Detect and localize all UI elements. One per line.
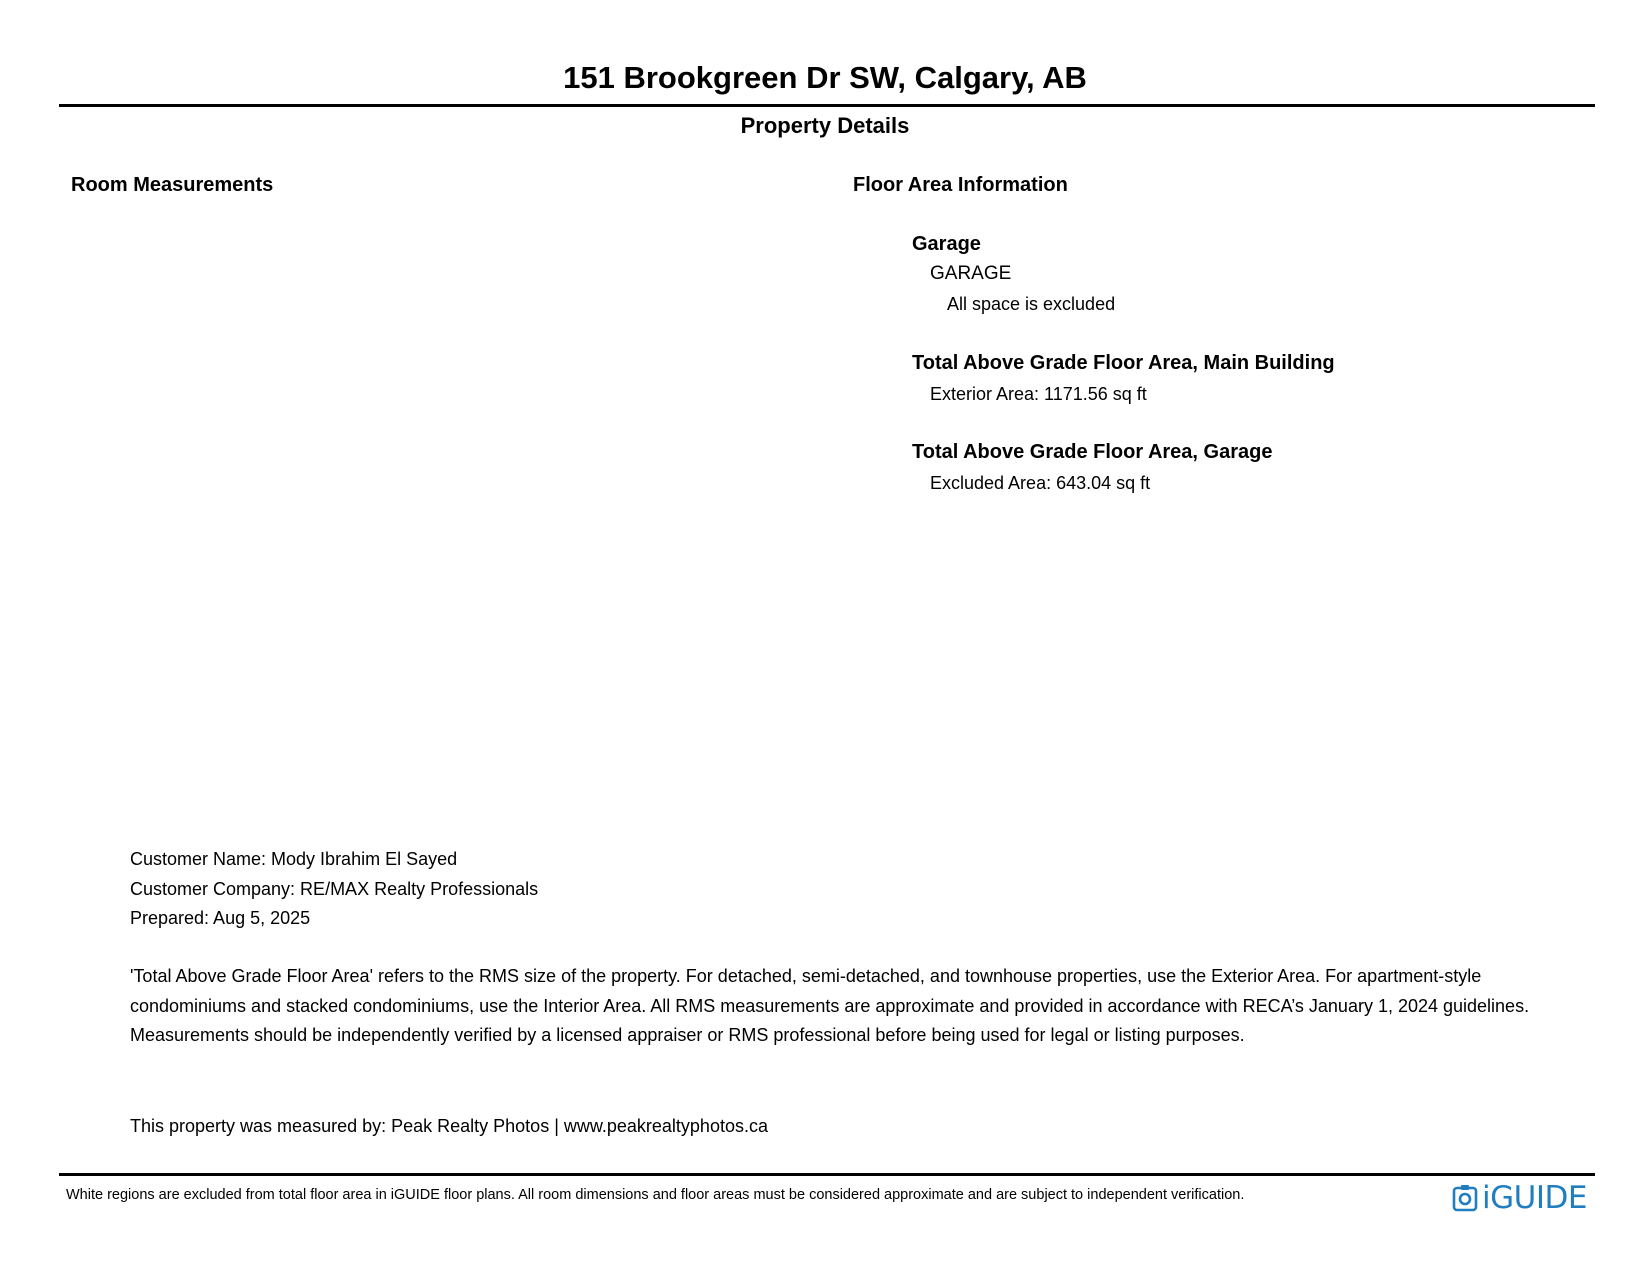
page-title: 151 Brookgreen Dr SW, Calgary, AB [563,60,1087,95]
garage-heading: Garage [912,233,981,255]
iguide-logo-icon [1452,1184,1478,1212]
garage-area-heading: Total Above Grade Floor Area, Garage [912,441,1273,463]
iguide-logo-text: iGUIDE [1482,1180,1587,1216]
floor-area-heading: Floor Area Information [853,174,1068,196]
garage-exclusion-note: All space is excluded [947,294,1116,314]
customer-name: Customer Name: Mody Ibrahim El Sayed [130,849,458,869]
rms-disclaimer: 'Total Above Grade Floor Area' refers to the RMS size of the property. For detached, semi-detached, and townhouse properties, use the Exterior Area. For apartment-style condominiums and stacked condominiums, use the Interior Area. All RMS measurements are approximate and provided in accordance with RECA’s January 1, 2024 guidelines. Measurements should be independently verified by a licensed appraiser or RMS professional before being used for legal or listing purposes. [130,966,1530,1045]
iguide-logo [1452,1182,1587,1214]
page-subtitle: Property Details [740,113,910,138]
garage-type-label: GARAGE [930,263,1012,284]
footer-divider [59,1173,1595,1176]
garage-excluded-area: Excluded Area: 643.04 sq ft [930,473,1151,493]
prepared-date: Prepared: Aug 5, 2025 [130,908,311,928]
main-building-area-heading: Total Above Grade Floor Area, Main Building [912,352,1335,374]
header-divider [59,104,1595,107]
footer-disclaimer: White regions are excluded from total floor area in iGUIDE floor plans. All room dimensions and floor areas must be considered approximate and are subject to independent verification. [66,1187,1245,1203]
room-measurements-heading: Room Measurements [71,174,274,196]
main-building-exterior-area: Exterior Area: 1171.56 sq ft [930,384,1147,404]
customer-company: Customer Company: RE/MAX Realty Professionals [130,879,539,899]
measured-by: This property was measured by: Peak Realty Photos | www.peakrealtyphotos.ca [130,1116,768,1136]
